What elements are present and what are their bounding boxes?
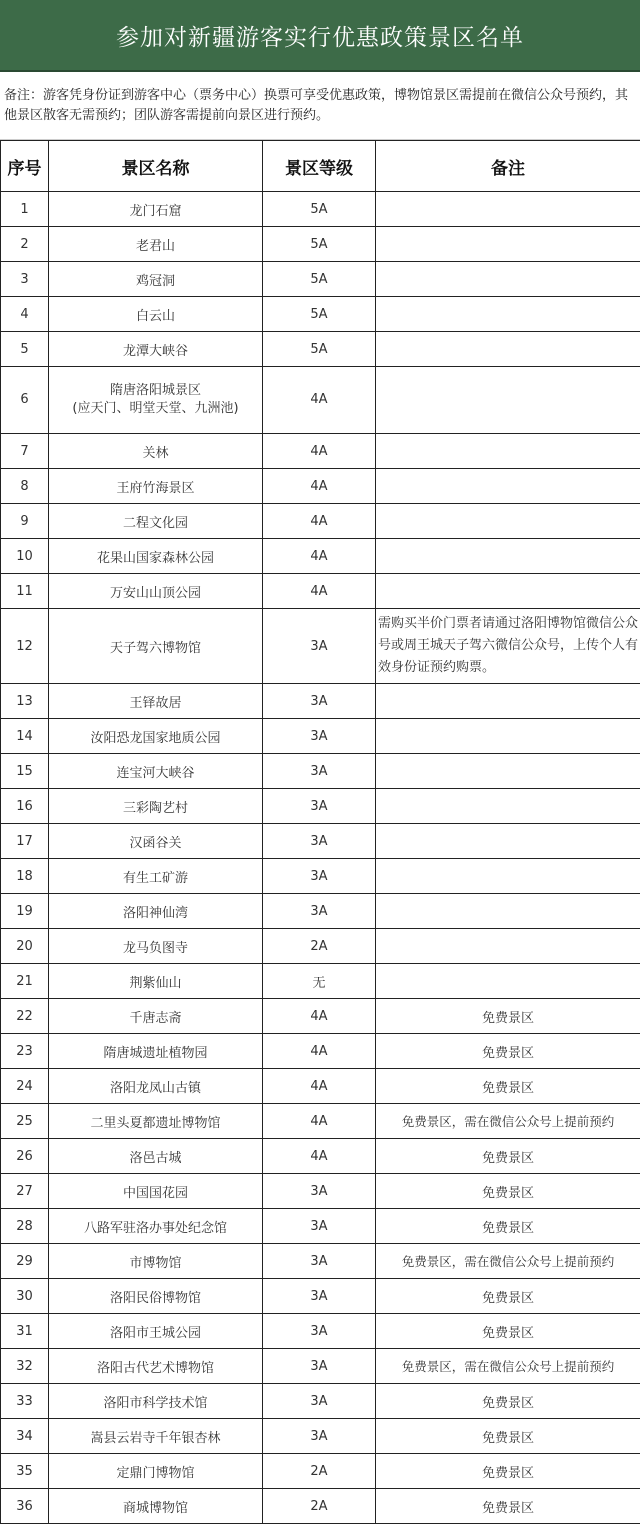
- table-row: [1, 1489, 640, 1524]
- scenic-name: 八路军驻洛办事处纪念馆: [49, 1217, 262, 1236]
- cell-no: 1: [1, 192, 49, 227]
- cell-level: 4A: [263, 469, 376, 504]
- cell-name: [49, 1454, 263, 1489]
- table-row: [1, 262, 640, 297]
- cell-remark: 免费景区: [376, 1069, 640, 1104]
- cell-remark: 免费景区: [376, 1314, 640, 1349]
- cell-level: 3A: [263, 719, 376, 754]
- table-row: [1, 1244, 640, 1279]
- cell-remark: [376, 719, 640, 754]
- cell-level: 3A: [263, 859, 376, 894]
- scenic-name: 关林: [49, 442, 262, 461]
- scenic-name: 鸡冠洞: [49, 270, 262, 289]
- cell-no: 35: [1, 1454, 49, 1489]
- scenic-name: 白云山: [49, 305, 262, 324]
- cell-no: 12: [1, 609, 49, 684]
- cell-level: 3A: [263, 1384, 376, 1419]
- cell-level: 3A: [263, 1174, 376, 1209]
- cell-no: 4: [1, 297, 49, 332]
- cell-remark: [376, 789, 640, 824]
- table-row: [1, 367, 640, 434]
- cell-name: [49, 1244, 263, 1279]
- cell-no: 29: [1, 1244, 49, 1279]
- cell-level: 无: [263, 964, 376, 999]
- table-row: [1, 504, 640, 539]
- cell-name: [49, 1139, 263, 1174]
- scenic-name: 嵩县云岩寺千年银杏林: [49, 1427, 262, 1446]
- cell-remark: 免费景区: [376, 1034, 640, 1069]
- table-row: [1, 789, 640, 824]
- scenic-name: 汝阳恐龙国家地质公园: [49, 727, 262, 746]
- table-row: [1, 297, 640, 332]
- cell-name: [49, 1209, 263, 1244]
- scenic-name: 商城博物馆: [49, 1497, 262, 1516]
- cell-remark: [376, 824, 640, 859]
- cell-no: 21: [1, 964, 49, 999]
- scenic-name: 龙潭大峡谷: [49, 340, 262, 359]
- cell-no: 16: [1, 789, 49, 824]
- cell-no: 30: [1, 1279, 49, 1314]
- scenic-name: 王铎故居: [49, 692, 262, 711]
- cell-name: [49, 999, 263, 1034]
- header-level: 景区等级: [263, 141, 376, 192]
- cell-level: 4A: [263, 434, 376, 469]
- cell-no: 14: [1, 719, 49, 754]
- cell-remark: [376, 192, 640, 227]
- cell-name: [49, 684, 263, 719]
- table-row: [1, 684, 640, 719]
- cell-remark: [376, 964, 640, 999]
- table-row: [1, 719, 640, 754]
- cell-remark: [376, 574, 640, 609]
- cell-no: 10: [1, 539, 49, 574]
- cell-level: 5A: [263, 297, 376, 332]
- cell-remark: [376, 754, 640, 789]
- cell-level: 3A: [263, 894, 376, 929]
- table-row: [1, 754, 640, 789]
- table-row: [1, 1174, 640, 1209]
- cell-remark: [376, 539, 640, 574]
- scenic-name: 荆紫仙山: [49, 972, 262, 991]
- cell-remark: 免费景区: [376, 1174, 640, 1209]
- cell-level: 3A: [263, 1244, 376, 1279]
- scenic-name: 隋唐洛阳城景区: [49, 382, 262, 400]
- cell-level: 3A: [263, 1349, 376, 1384]
- table-row: [1, 574, 640, 609]
- cell-no: 3: [1, 262, 49, 297]
- scenic-name: 老君山: [49, 235, 262, 254]
- cell-no: 31: [1, 1314, 49, 1349]
- cell-remark: 免费景区: [376, 999, 640, 1034]
- cell-level: 3A: [263, 754, 376, 789]
- scenic-name: 二里头夏都遗址博物馆: [49, 1112, 262, 1131]
- cell-level: 5A: [263, 262, 376, 297]
- cell-no: 32: [1, 1349, 49, 1384]
- cell-level: 5A: [263, 332, 376, 367]
- scenic-name: 洛邑古城: [49, 1147, 262, 1166]
- scenic-name: 汉函谷关: [49, 832, 262, 851]
- cell-no: 9: [1, 504, 49, 539]
- cell-level: 4A: [263, 539, 376, 574]
- cell-level: 5A: [263, 192, 376, 227]
- scenic-name: 王府竹海景区: [49, 477, 262, 496]
- cell-level: 3A: [263, 1209, 376, 1244]
- cell-no: 5: [1, 332, 49, 367]
- scenic-name: 龙马负图寺: [49, 937, 262, 956]
- scenic-name: 洛阳龙凤山古镇: [49, 1077, 262, 1096]
- scenic-name: 市博物馆: [49, 1252, 262, 1271]
- cell-no: 23: [1, 1034, 49, 1069]
- table-row: [1, 609, 640, 684]
- cell-level: 3A: [263, 1419, 376, 1454]
- cell-remark: 需购买半价门票者请通过洛阳博物馆微信公众号或周王城天子驾六微信公众号，上传个人有效身份证预约购票。: [376, 609, 640, 684]
- cell-name: [49, 227, 263, 262]
- cell-name: [49, 1489, 263, 1524]
- header-name: 景区名称: [49, 141, 263, 192]
- scenic-name: 洛阳民俗博物馆: [49, 1287, 262, 1306]
- cell-name: [49, 192, 263, 227]
- cell-remark: 免费景区: [376, 1489, 640, 1524]
- cell-remark: 免费景区: [376, 1139, 640, 1174]
- cell-no: 7: [1, 434, 49, 469]
- cell-name: [49, 1069, 263, 1104]
- page-title: 参加对新疆游客实行优惠政策景区名单: [0, 0, 640, 72]
- cell-name: [49, 434, 263, 469]
- cell-name: [49, 469, 263, 504]
- table-row: [1, 1069, 640, 1104]
- cell-name: [49, 367, 263, 434]
- cell-name: [49, 859, 263, 894]
- table-row: [1, 539, 640, 574]
- cell-name: [49, 754, 263, 789]
- cell-remark: 免费景区，需在微信公众号上提前预约: [376, 1349, 640, 1384]
- scenic-name: 花果山国家森林公园: [49, 547, 262, 566]
- scenic-name: 三彩陶艺村: [49, 797, 262, 816]
- cell-remark: 免费景区: [376, 1384, 640, 1419]
- cell-remark: 免费景区: [376, 1279, 640, 1314]
- cell-no: 22: [1, 999, 49, 1034]
- cell-no: 11: [1, 574, 49, 609]
- table-row: [1, 1104, 640, 1139]
- cell-level: 5A: [263, 227, 376, 262]
- scenic-name: 中国国花园: [49, 1182, 262, 1201]
- cell-name: [49, 574, 263, 609]
- scenic-name: 万安山山顶公园: [49, 582, 262, 601]
- cell-level: 2A: [263, 1489, 376, 1524]
- table-row: [1, 964, 640, 999]
- cell-remark: [376, 469, 640, 504]
- cell-name: [49, 1174, 263, 1209]
- cell-name: [49, 719, 263, 754]
- scenic-name: 连宝河大峡谷: [49, 762, 262, 781]
- cell-level: 3A: [263, 609, 376, 684]
- table-row: [1, 1349, 640, 1384]
- cell-level: 4A: [263, 367, 376, 434]
- cell-remark: [376, 262, 640, 297]
- cell-remark: 免费景区: [376, 1419, 640, 1454]
- cell-remark: [376, 227, 640, 262]
- cell-remark: [376, 684, 640, 719]
- cell-name: [49, 1034, 263, 1069]
- cell-remark: [376, 297, 640, 332]
- cell-remark: 免费景区: [376, 1209, 640, 1244]
- cell-remark: [376, 859, 640, 894]
- cell-remark: 免费景区，需在微信公众号上提前预约: [376, 1104, 640, 1139]
- table-row: [1, 1419, 640, 1454]
- cell-no: 13: [1, 684, 49, 719]
- table-row: [1, 434, 640, 469]
- cell-level: 3A: [263, 1314, 376, 1349]
- table-row: [1, 227, 640, 262]
- cell-no: 34: [1, 1419, 49, 1454]
- note-text: 备注：游客凭身份证到游客中心（票务中心）换票可享受优惠政策，博物馆景区需提前在微信公众号预约，其他景区散客无需预约；团队游客需提前向景区进行预约。: [0, 72, 640, 140]
- cell-name: [49, 1314, 263, 1349]
- scenic-name: 隋唐城遗址植物园: [49, 1042, 262, 1061]
- header-no: 序号: [1, 141, 49, 192]
- cell-name: [49, 1384, 263, 1419]
- cell-level: 3A: [263, 1279, 376, 1314]
- cell-remark: [376, 332, 640, 367]
- cell-level: 4A: [263, 504, 376, 539]
- cell-remark: [376, 504, 640, 539]
- table-row: [1, 1454, 640, 1489]
- cell-name: [49, 609, 263, 684]
- table-row: [1, 469, 640, 504]
- table-row: [1, 859, 640, 894]
- cell-level: 3A: [263, 684, 376, 719]
- cell-name: [49, 1349, 263, 1384]
- table-row: [1, 1314, 640, 1349]
- scenic-name: 二程文化园: [49, 512, 262, 531]
- cell-level: 3A: [263, 789, 376, 824]
- cell-no: 2: [1, 227, 49, 262]
- table-row: [1, 332, 640, 367]
- cell-level: 4A: [263, 1104, 376, 1139]
- table-header-row: [1, 141, 640, 192]
- cell-no: 15: [1, 754, 49, 789]
- cell-level: 4A: [263, 1034, 376, 1069]
- cell-level: 4A: [263, 1139, 376, 1174]
- table-row: [1, 999, 640, 1034]
- cell-level: 2A: [263, 1454, 376, 1489]
- scenic-name: 洛阳市王城公园: [49, 1322, 262, 1341]
- cell-no: 17: [1, 824, 49, 859]
- cell-remark: [376, 367, 640, 434]
- cell-name: [49, 332, 263, 367]
- cell-no: 26: [1, 1139, 49, 1174]
- table-row: [1, 1384, 640, 1419]
- cell-name: [49, 789, 263, 824]
- cell-name: [49, 1419, 263, 1454]
- cell-no: 24: [1, 1069, 49, 1104]
- cell-name: [49, 539, 263, 574]
- cell-no: 25: [1, 1104, 49, 1139]
- cell-remark: [376, 929, 640, 964]
- scenic-name: 千唐志斋: [49, 1007, 262, 1026]
- cell-level: 2A: [263, 929, 376, 964]
- table-row: [1, 824, 640, 859]
- scenic-name: 有生工矿游: [49, 867, 262, 886]
- cell-name: [49, 1279, 263, 1314]
- table-row: [1, 929, 640, 964]
- cell-remark: [376, 894, 640, 929]
- cell-name: [49, 504, 263, 539]
- cell-name: [49, 894, 263, 929]
- table-row: [1, 1139, 640, 1174]
- table-row: [1, 192, 640, 227]
- cell-no: 20: [1, 929, 49, 964]
- cell-remark: 免费景区: [376, 1454, 640, 1489]
- scenic-name: 洛阳市科学技术馆: [49, 1392, 262, 1411]
- cell-no: 27: [1, 1174, 49, 1209]
- scenic-name: 龙门石窟: [49, 200, 262, 219]
- cell-no: 28: [1, 1209, 49, 1244]
- cell-name: [49, 824, 263, 859]
- cell-no: 36: [1, 1489, 49, 1524]
- scenic-spot-table: [0, 140, 640, 1524]
- cell-no: 6: [1, 367, 49, 434]
- cell-no: 33: [1, 1384, 49, 1419]
- scenic-name: 天子驾六博物馆: [49, 637, 262, 656]
- cell-remark: [376, 434, 640, 469]
- cell-no: 8: [1, 469, 49, 504]
- cell-level: 4A: [263, 1069, 376, 1104]
- table-row: [1, 1209, 640, 1244]
- cell-name: [49, 964, 263, 999]
- cell-level: 4A: [263, 999, 376, 1034]
- cell-no: 19: [1, 894, 49, 929]
- table-row: [1, 894, 640, 929]
- scenic-name: 定鼎门博物馆: [49, 1462, 262, 1481]
- cell-name: [49, 297, 263, 332]
- table-row: [1, 1279, 640, 1314]
- cell-remark: 免费景区，需在微信公众号上提前预约: [376, 1244, 640, 1279]
- scenic-name-sub: (应天门、明堂天堂、九洲池): [49, 400, 262, 418]
- scenic-name: 洛阳神仙湾: [49, 902, 262, 921]
- cell-no: 18: [1, 859, 49, 894]
- table-row: [1, 1034, 640, 1069]
- scenic-name: 洛阳古代艺术博物馆: [49, 1357, 262, 1376]
- cell-level: 3A: [263, 824, 376, 859]
- cell-name: [49, 262, 263, 297]
- header-remark: 备注: [376, 141, 640, 192]
- cell-level: 4A: [263, 574, 376, 609]
- cell-name: [49, 929, 263, 964]
- cell-name: [49, 1104, 263, 1139]
